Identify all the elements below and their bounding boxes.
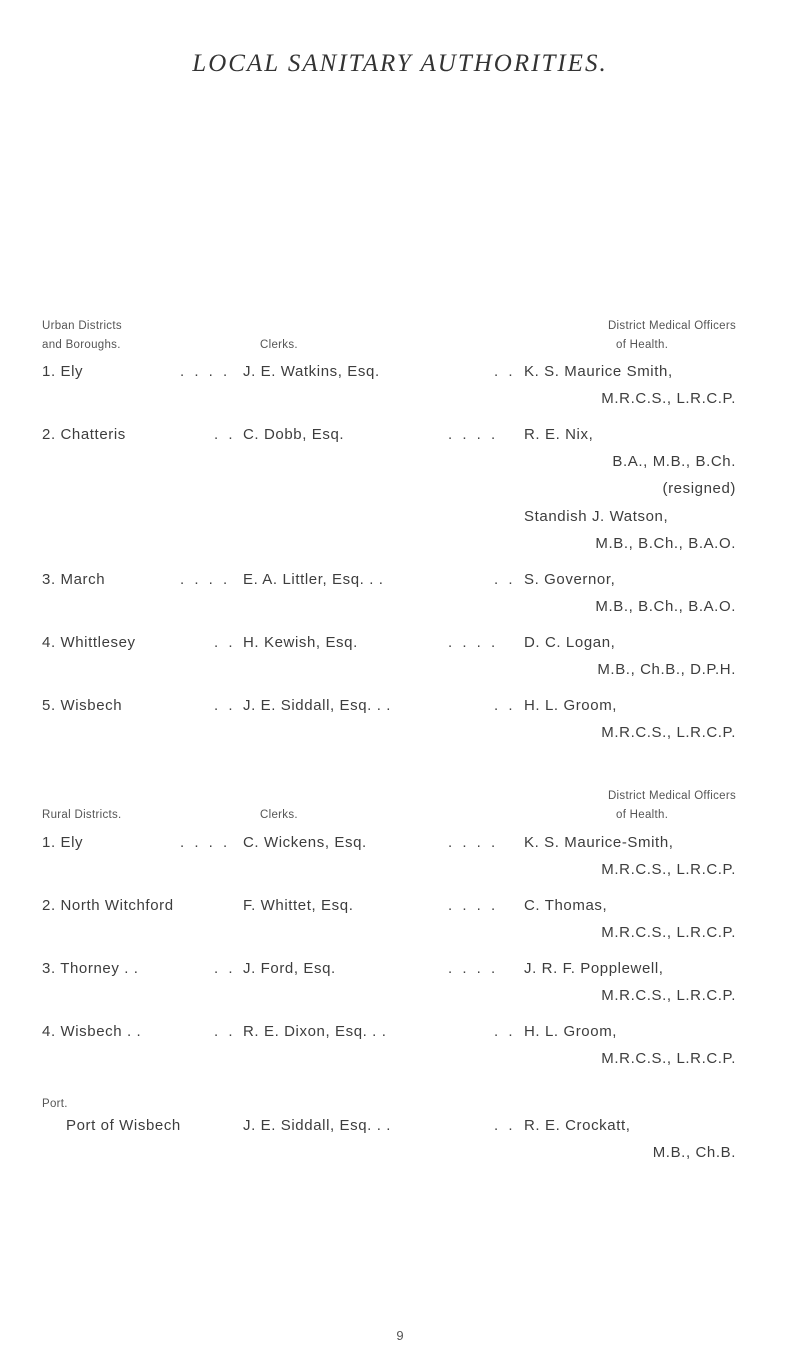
leader-dots: . . bbox=[214, 426, 236, 443]
rural-officer-1-qual: M.R.C.S., L.R.C.P. bbox=[601, 861, 736, 878]
urban-clerk-4: H. Kewish, Esq. bbox=[243, 634, 358, 651]
urban-officer-3-qual: M.B., B.Ch., B.A.O. bbox=[595, 598, 736, 615]
rural-clerks-header: Clerks. bbox=[260, 809, 298, 821]
rural-district-4: 4. Wisbech . . bbox=[42, 1023, 142, 1040]
leader-dots: . . bbox=[214, 960, 236, 977]
urban-clerks-header: Clerks. bbox=[260, 339, 298, 351]
urban-officer-1-name: K. S. Maurice Smith, bbox=[524, 363, 673, 380]
leader-dots: . . . . bbox=[448, 960, 499, 977]
urban-boroughs-header: and Boroughs. bbox=[42, 339, 121, 351]
urban-officer-4-name: D. C. Logan, bbox=[524, 634, 616, 651]
urban-district-5: 5. Wisbech bbox=[42, 697, 123, 714]
urban-officer-2-name: R. E. Nix, bbox=[524, 426, 594, 443]
urban-officer-2b-qual: M.B., B.Ch., B.A.O. bbox=[595, 535, 736, 552]
urban-officer-2b-name: Standish J. Watson, bbox=[524, 508, 669, 525]
leader-dots: . . bbox=[494, 1117, 516, 1134]
page-title: LOCAL SANITARY AUTHORITIES. bbox=[192, 50, 608, 77]
leader-dots: . . . . bbox=[180, 834, 231, 851]
leader-dots: . . bbox=[214, 634, 236, 651]
urban-officer-3-name: S. Governor, bbox=[524, 571, 616, 588]
leader-dots: . . . . bbox=[448, 834, 499, 851]
urban-clerk-3: E. A. Littler, Esq. . . bbox=[243, 571, 384, 588]
urban-officers-header: District Medical Officers bbox=[607, 320, 736, 332]
urban-officer-4-qual: M.B., Ch.B., D.P.H. bbox=[597, 661, 736, 678]
rural-clerk-4: R. E. Dixon, Esq. . . bbox=[243, 1023, 387, 1040]
rural-officers-header-2: of Health. bbox=[616, 809, 669, 821]
rural-officer-4-qual: M.R.C.S., L.R.C.P. bbox=[601, 1050, 736, 1067]
urban-officers-header-2: of Health. bbox=[616, 339, 669, 351]
rural-officer-3-qual: M.R.C.S., L.R.C.P. bbox=[601, 987, 736, 1004]
urban-officer-1-qual: M.R.C.S., L.R.C.P. bbox=[601, 390, 736, 407]
rural-officer-3-name: J. R. F. Popplewell, bbox=[524, 960, 664, 977]
urban-clerk-1: J. E. Watkins, Esq. bbox=[243, 363, 380, 380]
rural-clerk-3: J. Ford, Esq. bbox=[243, 960, 336, 977]
leader-dots: . . . . bbox=[448, 634, 499, 651]
rural-clerk-1: C. Wickens, Esq. bbox=[243, 834, 367, 851]
port-officer-1-name: R. E. Crockatt, bbox=[524, 1117, 631, 1134]
rural-officer-2-name: C. Thomas, bbox=[524, 897, 608, 914]
urban-district-4: 4. Whittlesey bbox=[42, 634, 136, 651]
rural-officer-1-name: K. S. Maurice-Smith, bbox=[524, 834, 674, 851]
rural-district-2: 2. North Witchford bbox=[42, 897, 174, 914]
port-officer-1-qual: M.B., Ch.B. bbox=[652, 1144, 736, 1161]
urban-officer-2-qual: B.A., M.B., B.Ch. bbox=[612, 453, 736, 470]
port-district-1: Port of Wisbech bbox=[66, 1117, 181, 1134]
leader-dots: . . bbox=[494, 363, 516, 380]
rural-officers-header: District Medical Officers bbox=[607, 790, 736, 802]
leader-dots: . . bbox=[214, 697, 236, 714]
urban-districts-header: Urban Districts bbox=[42, 320, 122, 332]
rural-officer-2-qual: M.R.C.S., L.R.C.P. bbox=[601, 924, 736, 941]
urban-clerk-5: J. E. Siddall, Esq. . . bbox=[243, 697, 392, 714]
rural-district-1: 1. Ely bbox=[42, 834, 84, 851]
leader-dots: . . bbox=[494, 1023, 516, 1040]
leader-dots: . . bbox=[494, 697, 516, 714]
urban-officer-5-name: H. L. Groom, bbox=[524, 697, 618, 714]
rural-districts-header: Rural Districts. bbox=[42, 809, 122, 821]
leader-dots: . . bbox=[494, 571, 516, 588]
urban-district-3: 3. March bbox=[42, 571, 106, 588]
leader-dots: . . . . bbox=[180, 571, 231, 588]
port-header: Port. bbox=[42, 1098, 68, 1110]
rural-clerk-2: F. Whittet, Esq. bbox=[243, 897, 354, 914]
urban-clerk-2: C. Dobb, Esq. bbox=[243, 426, 345, 443]
rural-district-3: 3. Thorney . . bbox=[42, 960, 139, 977]
leader-dots: . . . . bbox=[448, 426, 499, 443]
urban-district-2: 2. Chatteris bbox=[42, 426, 126, 443]
rural-officer-4-name: H. L. Groom, bbox=[524, 1023, 618, 1040]
port-clerk-1: J. E. Siddall, Esq. . . bbox=[243, 1117, 392, 1134]
page-number: 9 bbox=[396, 1328, 404, 1343]
urban-district-1: 1. Ely bbox=[42, 363, 84, 380]
urban-officer-5-qual: M.R.C.S., L.R.C.P. bbox=[601, 724, 736, 741]
leader-dots: . . . . bbox=[180, 363, 231, 380]
leader-dots: . . bbox=[214, 1023, 236, 1040]
urban-officer-2-note: (resigned) bbox=[662, 480, 736, 497]
leader-dots: . . . . bbox=[448, 897, 499, 914]
